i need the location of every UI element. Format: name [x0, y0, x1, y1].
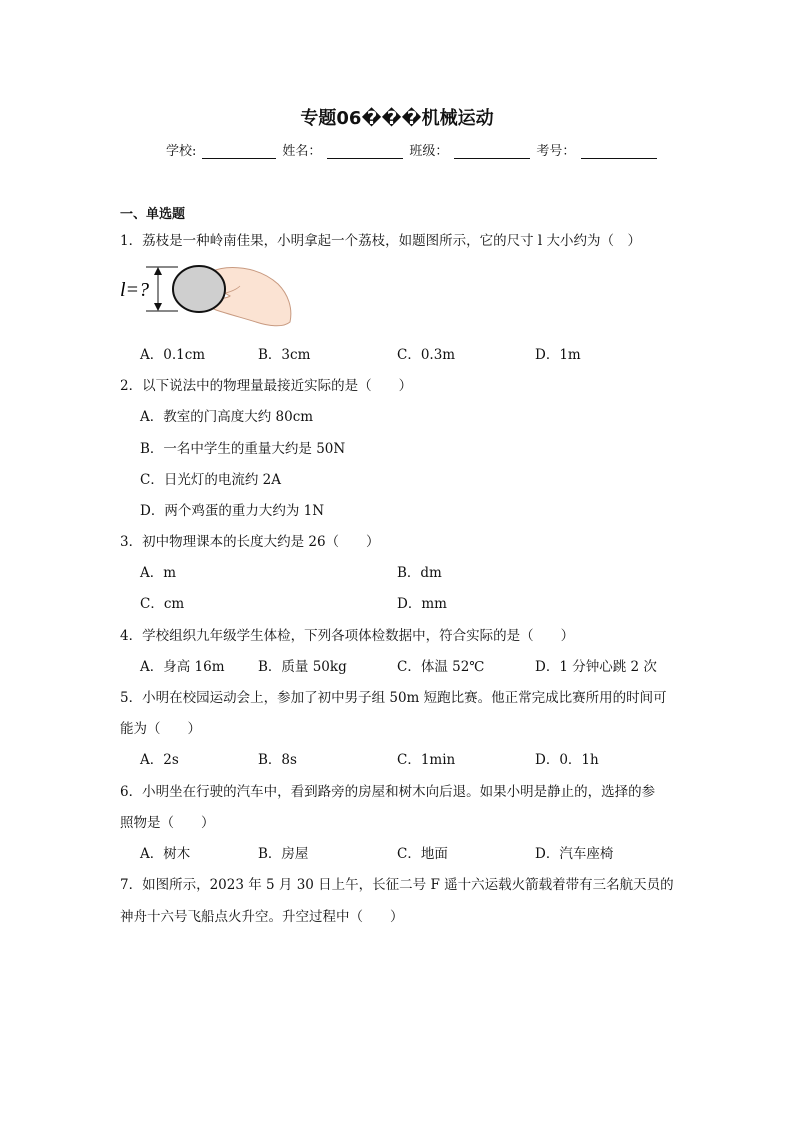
- q2-option-d[interactable]: D．两个鸡蛋的重力大约为 1N: [140, 503, 325, 519]
- page-title: 专题06���机械运动: [300, 108, 494, 129]
- question-7-stem-line-1: 7．如图所示，2023 年 5 月 30 日上午，长征二号 F 遥十六运载火箭载着带有三名航天员的: [120, 877, 674, 893]
- question-6-stem-line-1: 6．小明坐在行驶的汽车中，看到路旁的房屋和树木向后退。如果小明是静止的，选择的参: [120, 784, 656, 800]
- question-7-stem-line-2: 神舟十六号飞船点火升空。升空过程中（ ）: [120, 909, 404, 925]
- q6-option-c[interactable]: C．地面: [397, 846, 448, 862]
- q3-option-b[interactable]: B．dm: [397, 565, 442, 581]
- q2-option-c[interactable]: C．日光灯的电流约 2A: [140, 472, 281, 488]
- q5-option-d[interactable]: D．0．1h: [535, 752, 599, 768]
- name-blank[interactable]: [327, 144, 403, 159]
- hand-holding-lychee-illustration: [118, 256, 298, 336]
- q1-option-a[interactable]: A．0.1cm: [140, 347, 206, 363]
- q5-option-a[interactable]: A．2s: [140, 752, 179, 768]
- student-info-row: [166, 140, 657, 159]
- q4-option-c[interactable]: C．体温 52℃: [397, 659, 485, 675]
- lychee-ellipse: [173, 266, 225, 312]
- q1-option-d[interactable]: D．1m: [535, 347, 581, 363]
- school-label: 学校:: [166, 144, 197, 159]
- size-label: l=?: [120, 279, 150, 301]
- q4-option-a[interactable]: A．身高 16m: [140, 659, 225, 675]
- class-blank[interactable]: [454, 144, 530, 159]
- q5-option-b[interactable]: B．8s: [258, 752, 297, 768]
- q6-option-b[interactable]: B．房屋: [258, 846, 309, 862]
- q3-option-a[interactable]: A．m: [140, 565, 177, 581]
- question-2-stem: 2．以下说法中的物理量最接近实际的是（ ）: [120, 378, 413, 394]
- q5-option-c[interactable]: C．1min: [397, 752, 456, 768]
- question-1-stem: 1．荔枝是一种岭南佳果，小明拿起一个荔枝，如题图所示，它的尺寸 l 大小约为（ ）: [120, 233, 641, 249]
- name-label: 姓名：: [282, 144, 322, 159]
- exam-no-blank[interactable]: [581, 144, 657, 159]
- exam-no-label: 考号：: [536, 144, 576, 159]
- q6-option-a[interactable]: A．树木: [140, 846, 191, 862]
- q4-option-d[interactable]: D．1 分钟心跳 2 次: [535, 659, 657, 675]
- class-label: 班级：: [409, 144, 449, 159]
- question-5-stem-line-1: 5．小明在校园运动会上，参加了初中男子组 50m 短跑比赛。他正常完成比赛所用的时间可: [120, 690, 667, 706]
- question-5-stem-line-2: 能为（ ）: [120, 721, 201, 737]
- school-blank[interactable]: [202, 144, 276, 159]
- q1-option-c[interactable]: C．0.3m: [397, 347, 456, 363]
- lychee-figure: [118, 256, 298, 340]
- q3-option-d[interactable]: D．mm: [397, 596, 447, 612]
- q4-option-b[interactable]: B．质量 50kg: [258, 659, 347, 675]
- question-3-stem: 3．初中物理课本的长度大约是 26（ ）: [120, 534, 380, 550]
- question-4-stem: 4．学校组织九年级学生体检，下列各项体检数据中，符合实际的是（ ）: [120, 628, 575, 644]
- q3-option-c[interactable]: C．cm: [140, 596, 185, 612]
- question-6-stem-line-2: 照物是（ ）: [120, 815, 215, 831]
- q1-option-b[interactable]: B．3cm: [258, 347, 311, 363]
- section-heading: 一、单选题: [120, 207, 186, 222]
- q2-option-a[interactable]: A．教室的门高度大约 80cm: [140, 409, 314, 425]
- q6-option-d[interactable]: D．汽车座椅: [535, 846, 614, 862]
- q2-option-b[interactable]: B．一名中学生的重量大约是 50N: [140, 441, 346, 457]
